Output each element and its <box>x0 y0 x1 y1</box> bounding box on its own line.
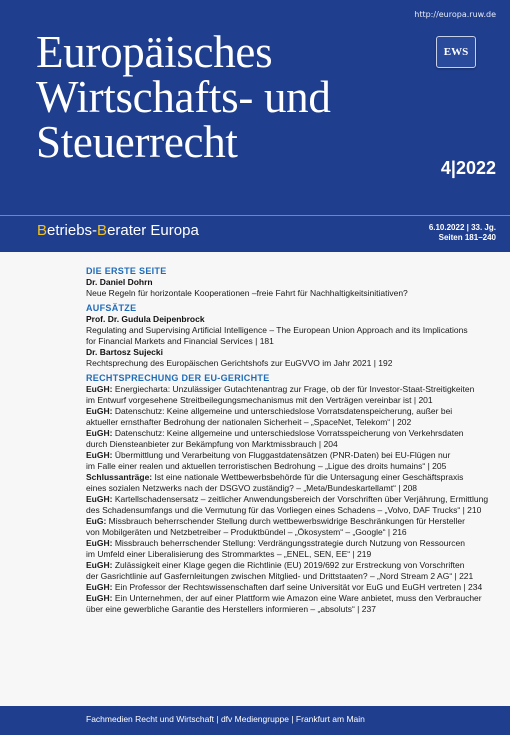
subtitle-initial-1: B <box>37 222 48 239</box>
entry-text: Ist eine nationale Wettbewerbsbehörde für die Untersagung einer Geschäftspraxis <box>152 472 464 482</box>
court-label: Schlussanträge: <box>86 472 153 482</box>
entry-text: Kartellschadensersatz – zeitlicher Anwendungsbereich der Vorschriften über Verjährung, Ermittlung <box>112 494 489 504</box>
list-item[interactable] <box>86 593 506 615</box>
section-heading-erste-seite: DIE ERSTE SEITE <box>86 266 167 276</box>
subtitle-initial-2: B <box>97 222 108 239</box>
entry-text: Übermittlung und Verarbeitung von Fluggastdatensätzen (PNR-Daten) bei EU-Flügen nur <box>112 450 451 460</box>
title-line-3: Steuerrecht <box>36 117 238 167</box>
court-label: EuGH: <box>86 384 113 394</box>
author-sujecki: Dr. Bartosz Sujecki <box>86 347 164 357</box>
entry-text-cont: aktueller ernsthafter Bedrohung der nationalen Sicherheit – „SpaceNet, Telekom“ | 202 <box>86 417 412 427</box>
list-item[interactable] <box>86 384 506 406</box>
cover-header <box>0 0 510 252</box>
entry-text: Ein Unternehmen, der auf einer Plattform wie Amazon eine Ware anbietet, muss den Verbraucher <box>112 593 482 603</box>
title-line-1: Europäisches <box>36 27 273 77</box>
entry-text-cont: im Entwurf vorgesehene Streitbeilegungsmechanismus mit den Verträgen vereinbar ist | 201 <box>86 395 433 405</box>
header-divider <box>0 215 510 216</box>
court-label: EuGH: <box>86 406 113 416</box>
list-item[interactable] <box>86 472 506 494</box>
entry-text-cont: des Schadensumfangs und die Vermutung für das Vorliegen eines Schadens – „Volvo, DAF Trucks“ | 210 <box>86 505 482 515</box>
court-label: EuG: <box>86 516 107 526</box>
title-line-2: Wirtschafts- und <box>36 72 331 122</box>
court-label: EuGH: <box>86 428 113 438</box>
entry-text-cont: eines sozialen Netzwerks nach der DSGVO zuständig? – „Meta/Bundeskartellamt“ | 208 <box>86 483 418 493</box>
list-item[interactable] <box>86 516 506 538</box>
entry-text: Missbrauch beherrschender Stellung: Verdrängungsstrategie durch Nutzung von Ressourcen <box>112 538 465 548</box>
series-subtitle <box>37 222 199 239</box>
court-label: EuGH: <box>86 450 113 460</box>
journal-title <box>36 27 436 167</box>
section-heading-aufsaetze: AUFSÄTZE <box>86 303 137 313</box>
list-item[interactable] <box>86 428 506 450</box>
court-label: EuGH: <box>86 538 113 548</box>
entry-text: Ein Professor der Rechtswissenschaften darf seine Universität vor EuG und EuGH vertreten | 234 <box>112 582 483 592</box>
entry-text-cont: durch Diensteanbieter zur Bekämpfung von Marktmissbrauch | 204 <box>86 439 338 449</box>
publisher-line: Fachmedien Recht und Wirtschaft | dfv Mediengruppe | Frankfurt am Main <box>86 714 365 724</box>
article-title[interactable]: Rechtsprechung des Europäischen Gerichtshofs zur EuGVVO im Jahr 2021 | 192 <box>86 358 393 368</box>
article-title-cont[interactable]: for Financial Markets and Financial Services | 181 <box>86 336 274 346</box>
issue-date-info <box>429 223 496 243</box>
article-title[interactable]: Neue Regeln für horizontale Kooperationen –freie Fahrt für Nachhaltigkeitsinitiativen? <box>86 288 408 298</box>
entry-text-cont: von Mobilgeräten und Netzbetreiber – Produktbündel – „Ökosystem“ – „Google“ | 216 <box>86 527 407 537</box>
list-item[interactable] <box>86 582 506 593</box>
subtitle-text-1: etriebs- <box>47 222 98 239</box>
entry-text: Energiecharta: Unzulässiger Gutachtenantrag zur Frage, ob der für Investor-Staat-Streitigkeiten <box>112 384 475 394</box>
list-item[interactable] <box>86 450 506 472</box>
list-item[interactable] <box>86 538 506 560</box>
list-item[interactable] <box>86 406 506 428</box>
page-range: Seiten 181–240 <box>438 233 496 242</box>
issue-date: 6.10.2022 | 33. Jg. <box>428 223 496 232</box>
entry-text-cont: über eine gewerbliche Garantie des Herstellers informieren – „absoluts“ | 237 <box>86 604 376 614</box>
list-item[interactable] <box>86 494 506 516</box>
issue-number: 4|2022 <box>440 158 496 178</box>
cover-footer <box>0 706 510 735</box>
entry-text: Datenschutz: Keine allgemeine und unterschiedslose Vorratsdatenspeicherung, außer bei <box>112 406 453 416</box>
court-label: EuGH: <box>86 560 113 570</box>
court-label: EuGH: <box>86 494 113 504</box>
entry-text-cont: im Falle einer realen und aktuellen terroristischen Bedrohung – „Ligue des droits humains“ | 205 <box>86 461 447 471</box>
entry-text: Zulässigkeit einer Klage gegen die Richtlinie (EU) 2019/692 zur Erstreckung von Vorschriften <box>112 560 465 570</box>
entry-text: Missbrauch beherrschender Stellung durch wettbewerbswidrige Beschränkungen für Hersteller <box>106 516 465 526</box>
list-item[interactable] <box>86 560 506 582</box>
ews-logo: EWS <box>436 36 476 68</box>
entry-text: Datenschutz: Keine allgemeine und unterschiedslose Vorratsspeicherung von Verkehrsdaten <box>112 428 464 438</box>
entry-text-cont: der Gasrichtlinie auf Gasfernleitungen zwischen Mitglied- und Drittstaaten? – „Nord Stream 2 AG“ | 221 <box>86 571 474 581</box>
author-dohrn: Dr. Daniel Dohrn <box>86 277 153 287</box>
article-title[interactable]: Regulating and Supervising Artificial Intelligence – The European Union Approach and its Implications <box>86 325 468 335</box>
court-label: EuGH: <box>86 593 113 603</box>
court-label: EuGH: <box>86 582 113 592</box>
website-url[interactable]: http://europa.ruw.de <box>414 10 496 19</box>
entry-text-cont: im Umfeld einer Liberalisierung des Strommarktes – „ENEL, SEN, EE“ | 219 <box>86 549 372 559</box>
table-of-contents <box>86 266 506 615</box>
section-heading-rechtsprechung: RECHTSPRECHUNG DER EU-GERICHTE <box>86 373 270 383</box>
author-deipenbrock: Prof. Dr. Gudula Deipenbrock <box>86 314 205 324</box>
subtitle-text-2: erater Europa <box>107 222 199 239</box>
